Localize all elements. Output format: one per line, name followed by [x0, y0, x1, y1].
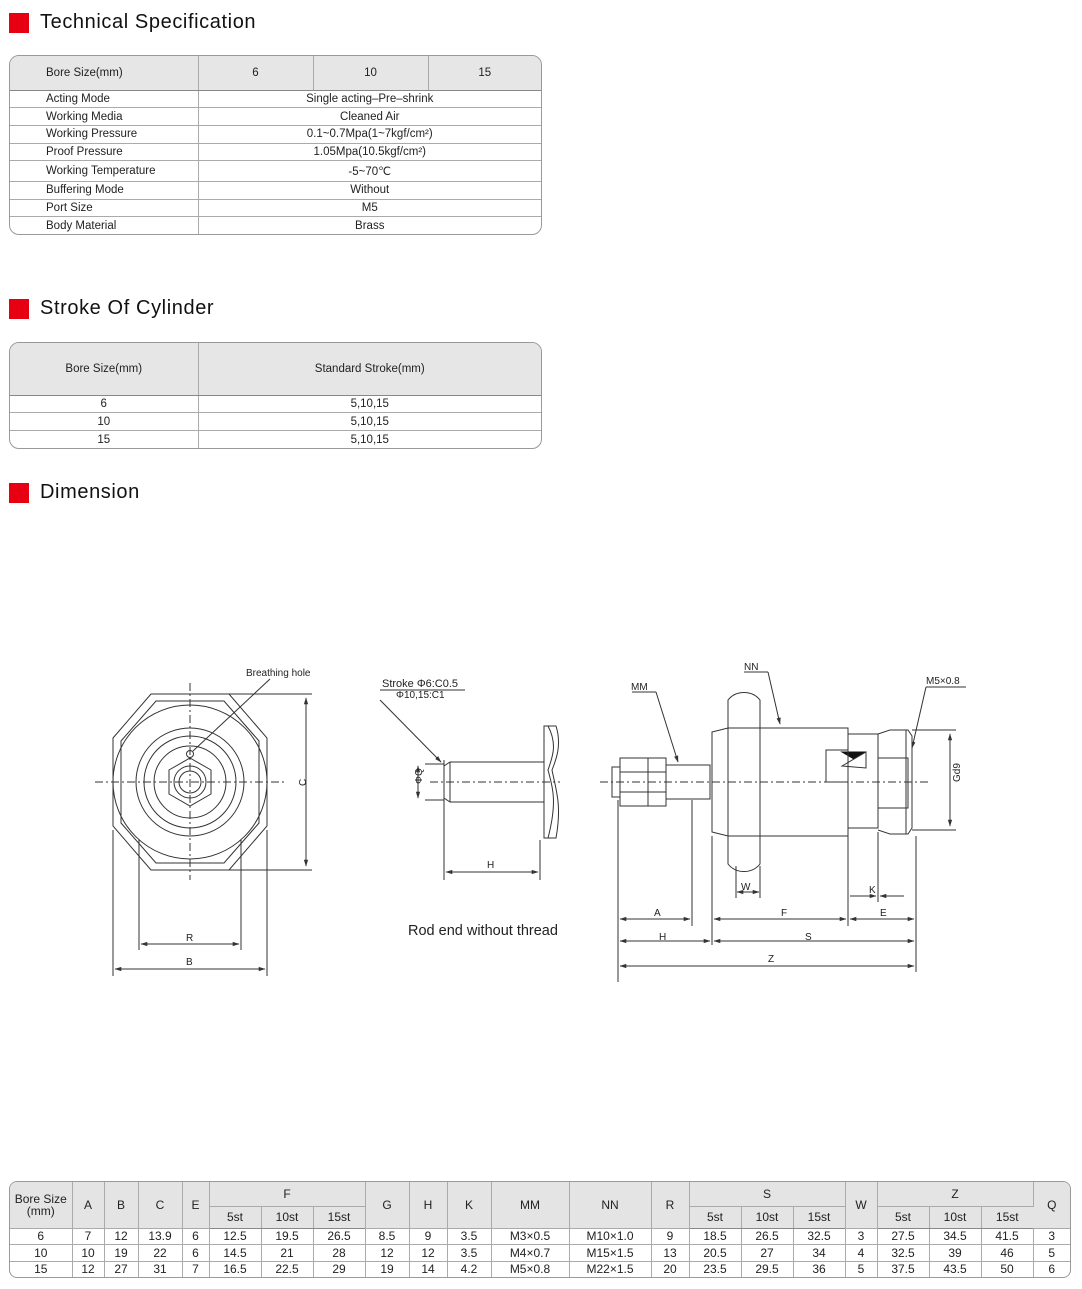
e-label: E: [880, 908, 887, 919]
c-label: C: [298, 778, 309, 786]
gd9-label: Gd9: [952, 763, 963, 782]
col-a: A: [72, 1182, 104, 1228]
cell-e: 6: [182, 1228, 209, 1244]
cell-s-10st: 26.5: [741, 1228, 793, 1244]
section-title: Stroke Of Cylinder: [40, 297, 215, 319]
cell-z-10st: 39: [929, 1245, 981, 1261]
bore-size-header: Bore Size(mm): [10, 56, 198, 90]
cell-mm: M5×0.8: [491, 1261, 569, 1277]
row-label: Port Size: [10, 199, 198, 217]
col-mm: MM: [491, 1182, 569, 1228]
cell-s-10st: 29.5: [741, 1261, 793, 1277]
cell-q: 3: [1033, 1228, 1070, 1244]
table-row: [10, 1245, 1070, 1261]
rod-end-view: [380, 690, 560, 880]
w-label: W: [741, 882, 751, 893]
cell-s-15st: 32.5: [793, 1228, 845, 1244]
col-nn: NN: [569, 1182, 651, 1228]
row-label: Buffering Mode: [10, 181, 198, 199]
dimension-table: [9, 1181, 1071, 1278]
row-label: Body Material: [10, 217, 198, 234]
row-value: 1.05Mpa(10.5kgf/cm²): [198, 143, 541, 161]
cell-nn: M15×1.5: [569, 1245, 651, 1261]
cell-nn: M10×1.0: [569, 1228, 651, 1244]
row-label: Working Media: [10, 108, 198, 126]
stroke-cell: 5,10,15: [350, 433, 389, 446]
bore-6: 6: [198, 56, 313, 90]
row-value: -5~70℃: [198, 161, 541, 181]
nn-label: NN: [744, 662, 759, 673]
cell-r: 9: [651, 1228, 689, 1244]
cell-nn: M22×1.5: [569, 1261, 651, 1277]
cell-bore: 6: [10, 1228, 72, 1244]
cell-z-15st: 50: [981, 1261, 1033, 1277]
cell-f-5st: 12.5: [209, 1228, 261, 1244]
sub-5st: 5st: [209, 1206, 261, 1228]
col-k: K: [447, 1182, 491, 1228]
cell-k: 3.5: [447, 1228, 491, 1244]
row-value: M5: [198, 199, 541, 217]
table-row: [10, 1228, 1070, 1244]
cell-mm: M4×0.7: [491, 1245, 569, 1261]
z-label: Z: [768, 954, 775, 965]
a-label: A: [654, 908, 661, 919]
col-c: C: [138, 1182, 182, 1228]
row-label: Acting Mode: [10, 90, 198, 108]
row-value: Brass: [355, 219, 385, 232]
cell-c: 22: [138, 1245, 182, 1261]
cell-k: 4.2: [447, 1261, 491, 1277]
sub-10st: 10st: [929, 1206, 981, 1228]
cell-z-5st: 32.5: [877, 1245, 929, 1261]
sub-15st: 15st: [793, 1206, 845, 1228]
cell-h: 12: [409, 1245, 447, 1261]
col-r: R: [651, 1182, 689, 1228]
cell-a: 7: [72, 1228, 104, 1244]
stroke-note-2: Φ10,15:C1: [396, 690, 445, 701]
sub-10st: 10st: [261, 1206, 313, 1228]
cell-q: 6: [1048, 1262, 1056, 1277]
section-title: Dimension: [40, 481, 140, 503]
cell-z-15st: 46: [981, 1245, 1033, 1261]
cell-s-15st: 36: [793, 1261, 845, 1277]
h-label-side: H: [659, 932, 667, 943]
cell-s-10st: 27: [741, 1245, 793, 1261]
cell-f-15st: 26.5: [313, 1228, 365, 1244]
cell-w: 4: [845, 1245, 877, 1261]
col-h: H: [409, 1182, 447, 1228]
stroke-note-1: Stroke Φ6:C0.5: [382, 678, 459, 690]
cell-s-5st: 23.5: [689, 1261, 741, 1277]
m5-label: M5×0.8: [926, 676, 960, 687]
sub-15st: 15st: [981, 1206, 1033, 1228]
front-view: [95, 679, 312, 976]
cell-e: 7: [182, 1261, 209, 1277]
cell-z-10st: 43.5: [929, 1261, 981, 1277]
bore-10: 10: [313, 56, 428, 90]
cell-g: 12: [365, 1245, 409, 1261]
col-z: Z: [877, 1182, 1033, 1206]
h-label: H: [487, 860, 495, 871]
cell-b: 19: [104, 1245, 138, 1261]
cell-e: 6: [182, 1245, 209, 1261]
cell-k: 3.5: [447, 1245, 491, 1261]
cell-bore: 15: [10, 1261, 72, 1277]
sub-5st: 5st: [689, 1206, 741, 1228]
col-q: Q: [1033, 1182, 1070, 1228]
col-g: G: [365, 1182, 409, 1228]
bore-cell: 10: [10, 413, 198, 431]
bore-size-header: Bore Size (mm): [10, 1182, 72, 1228]
cell-s-15st: 34: [793, 1245, 845, 1261]
side-view: [600, 672, 966, 982]
cell-f-5st: 16.5: [209, 1261, 261, 1277]
standard-stroke-header: Standard Stroke(mm): [198, 343, 541, 395]
row-value: 0.1~0.7Mpa(1~7kgf/cm²): [198, 125, 541, 143]
b-label: B: [186, 957, 193, 968]
table-row: [10, 1261, 1070, 1277]
cell-b: 12: [104, 1228, 138, 1244]
cell-mm: M3×0.5: [491, 1228, 569, 1244]
cell-f-10st: 22.5: [261, 1261, 313, 1277]
col-b: B: [104, 1182, 138, 1228]
sub-5st: 5st: [877, 1206, 929, 1228]
rod-caption: Rod end without thread: [408, 923, 558, 939]
col-e: E: [182, 1182, 209, 1228]
sub-10st: 10st: [741, 1206, 793, 1228]
cell-w: 5: [845, 1261, 877, 1277]
f-label: F: [781, 908, 788, 919]
cell-z-15st: 41.5: [981, 1228, 1033, 1244]
cell-q: 5: [1033, 1245, 1070, 1261]
cell-b: 27: [104, 1261, 138, 1277]
breathing-hole-label: Breathing hole: [246, 668, 311, 679]
row-label: Working Temperature: [10, 161, 198, 181]
cell-z-10st: 34.5: [929, 1228, 981, 1244]
mm-label: MM: [631, 682, 648, 693]
cell-f-5st: 14.5: [209, 1245, 261, 1261]
sub-15st: 15st: [313, 1206, 365, 1228]
cell-r: 20: [651, 1261, 689, 1277]
phi-q-label: ΦQ: [414, 768, 425, 784]
section-title: Technical Specification: [40, 11, 257, 33]
stroke-cell: 5,10,15: [198, 413, 541, 431]
row-label: Proof Pressure: [10, 143, 198, 161]
cell-c: 13.9: [138, 1228, 182, 1244]
bore-size-header: Bore Size(mm): [10, 343, 198, 395]
row-value: Cleaned Air: [198, 108, 541, 126]
cell-g: 19: [365, 1261, 409, 1277]
bore-15: 15: [428, 56, 541, 90]
bore-cell: 15: [10, 431, 198, 448]
cell-s-5st: 18.5: [689, 1228, 741, 1244]
cell-f-15st: 29: [313, 1261, 365, 1277]
cell-z-5st: 27.5: [877, 1228, 929, 1244]
cell-a: 12: [72, 1261, 104, 1277]
k-label: K: [869, 885, 876, 896]
cell-w: 3: [845, 1228, 877, 1244]
row-value: Without: [198, 181, 541, 199]
cell-s-5st: 20.5: [689, 1245, 741, 1261]
r-label: R: [186, 933, 194, 944]
row-label: Working Pressure: [10, 125, 198, 143]
cell-z-5st: 37.5: [877, 1261, 929, 1277]
cell-g: 8.5: [365, 1228, 409, 1244]
stroke-cell: 5,10,15: [198, 395, 541, 413]
cell-h: 14: [409, 1261, 447, 1277]
col-f: F: [209, 1182, 365, 1206]
cell-bore: 10: [10, 1245, 72, 1261]
cell-f-10st: 19.5: [261, 1228, 313, 1244]
cell-c: 31: [138, 1261, 182, 1277]
bore-cell: 6: [10, 395, 198, 413]
cell-h: 9: [409, 1228, 447, 1244]
col-s: S: [689, 1182, 845, 1206]
s-label: S: [805, 932, 812, 943]
cell-r: 13: [651, 1245, 689, 1261]
cell-f-10st: 21: [261, 1245, 313, 1261]
row-value: Single acting–Pre–shrink: [198, 90, 541, 108]
col-w: W: [845, 1182, 877, 1228]
cell-a: 10: [72, 1245, 104, 1261]
cell-f-15st: 28: [313, 1245, 365, 1261]
